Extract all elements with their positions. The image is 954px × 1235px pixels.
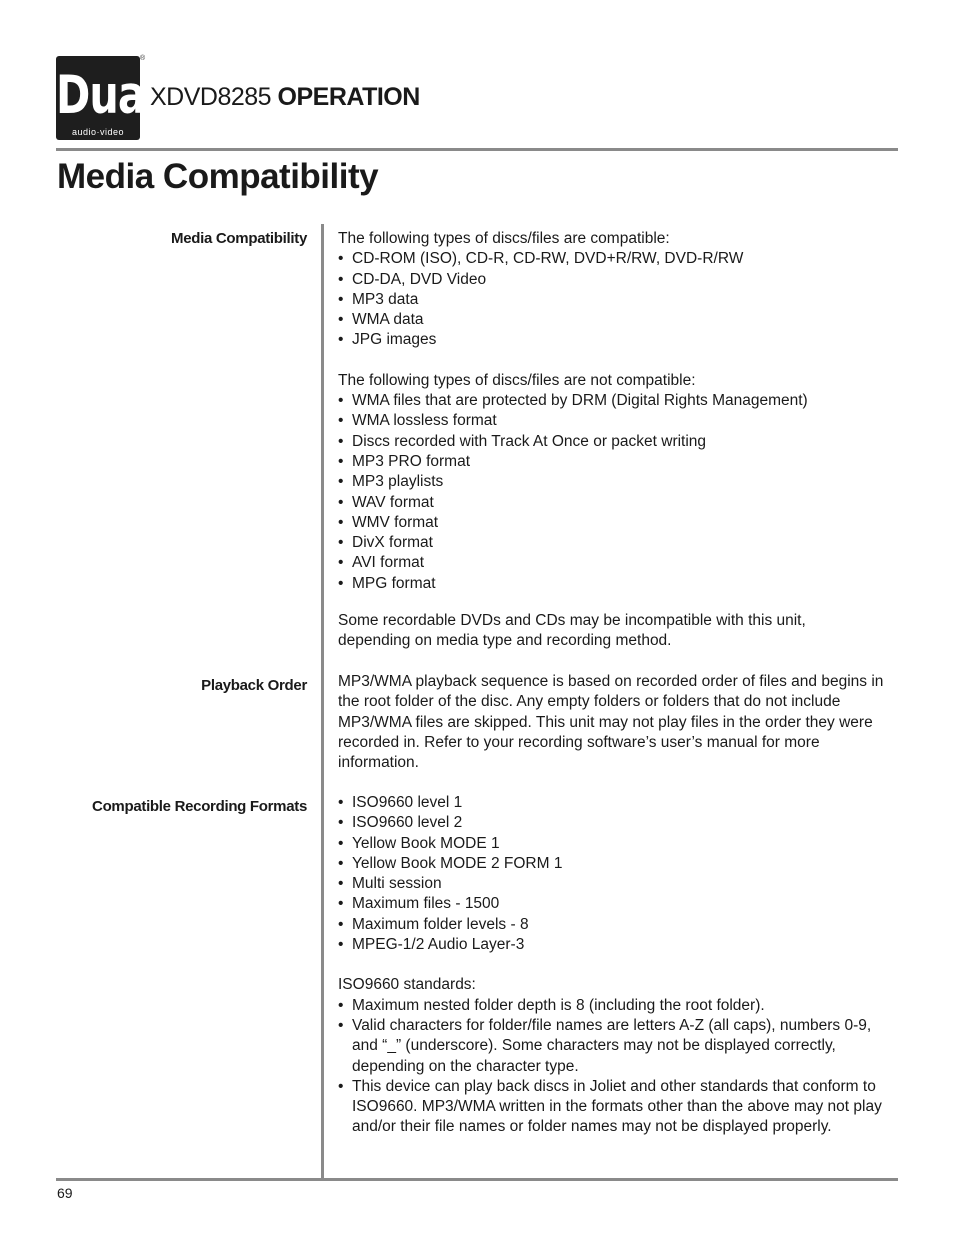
section-media-compatibility [338, 229, 898, 594]
list-item: • JPG images [338, 330, 898, 350]
list-item: • MPEG-1/2 Audio Layer-3 [338, 935, 898, 955]
list-item: • Yellow Book MODE 1 [338, 834, 898, 854]
list-item: • MP3 PRO format [338, 452, 898, 472]
list-item: • MP3 data [338, 290, 898, 310]
section-playback-order [338, 672, 898, 773]
compatibility-note [338, 611, 838, 652]
registered-mark: ® [140, 55, 146, 62]
heading-playback-order: Playback Order [201, 677, 307, 694]
list-item: • MPG format [338, 574, 898, 594]
playback-text: MP3/WMA playback sequence is based on recorded order of files and begins in the root folder of the disc. Any empty folders or folders that do not include MP3/WMA files are skipped. This unit may not play files in the order they were recorded in. Refer to your recording software’s user’s manual for more information. [338, 673, 884, 772]
list-item: • DivX format [338, 533, 898, 553]
compatible-intro: The following types of discs/files are compatible: [338, 230, 670, 247]
standards-intro: ISO9660 standards: [338, 976, 476, 994]
list-item: • WMA data [338, 310, 898, 330]
formats-list [338, 793, 898, 955]
list-item: • WMV format [338, 513, 898, 533]
standards-list [338, 996, 898, 1138]
list-item: • Multi session [338, 874, 898, 894]
list-item: • CD-DA, DVD Video [338, 270, 898, 290]
list-item: • ISO9660 level 1 [338, 793, 898, 813]
column-divider [321, 224, 324, 1178]
header-rule [56, 148, 898, 151]
list-item: • AVI format [338, 553, 898, 573]
model-heading [150, 82, 420, 112]
section-recording-formats [338, 793, 898, 1138]
list-item: • Yellow Book MODE 2 FORM 1 [338, 854, 898, 874]
note-text: Some recordable DVDs and CDs may be incompatible with this unit, depending on media type and recording method. [338, 612, 806, 650]
list-item: • This device can play back discs in Joliet and other standards that conform to ISO9660. MP3/WMA written in the formats other than the above may not play and/or their file names or folder names may not be displayed properly. [338, 1077, 898, 1138]
list-item: • Maximum files - 1500 [338, 894, 898, 914]
section-label: OPERATION [277, 83, 420, 111]
heading-media-compatibility: Media Compatibility [171, 230, 307, 247]
incompatible-list [338, 391, 898, 594]
list-item: • WAV format [338, 493, 898, 513]
list-item: • WMA lossless format [338, 411, 898, 431]
list-item: • Discs recorded with Track At Once or packet writing [338, 432, 898, 452]
page-title: Media Compatibility [57, 157, 379, 196]
list-item: • Maximum nested folder depth is 8 (including the root folder). [338, 996, 898, 1016]
page-number: 69 [57, 1185, 73, 1201]
logo-subtext: audio·video [71, 127, 125, 137]
incompatible-intro: The following types of discs/files are not compatible: [338, 371, 696, 389]
list-item: • CD-ROM (ISO), CD-R, CD-RW, DVD+R/RW, DVD-R/RW [338, 249, 898, 269]
model-number: XDVD8285 [150, 83, 272, 111]
list-item: • Maximum folder levels - 8 [338, 915, 898, 935]
list-item: • WMA files that are protected by DRM (Digital Rights Management) [338, 391, 898, 411]
list-item: • Valid characters for folder/file names are letters A-Z (all caps), numbers 0-9, and “_” (underscore). Some characters may not be displayed correctly, depending on the character type. [338, 1016, 898, 1077]
brand-logo [56, 56, 158, 140]
footer-rule [56, 1178, 898, 1181]
compatible-list [338, 249, 898, 350]
logo-wordmark: Dual [56, 63, 158, 126]
list-item: • MP3 playlists [338, 472, 898, 492]
list-item: • ISO9660 level 2 [338, 813, 898, 833]
heading-recording-formats: Compatible Recording Formats [92, 798, 307, 815]
